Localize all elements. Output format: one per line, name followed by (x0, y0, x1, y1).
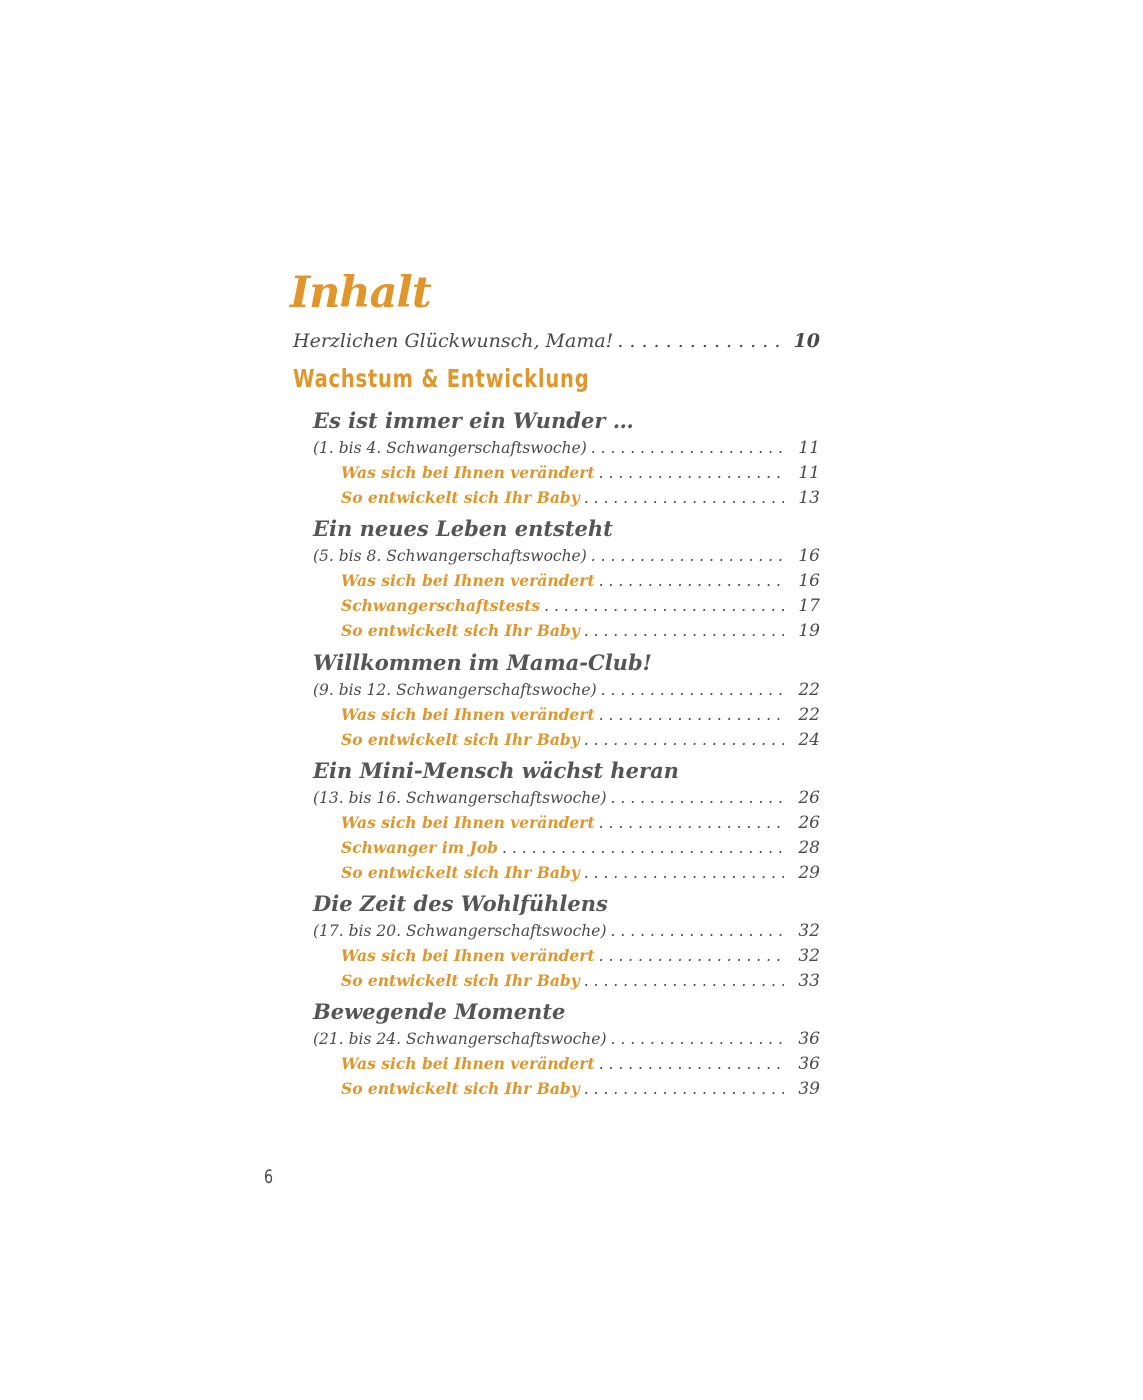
dot-leader (599, 572, 784, 590)
dot-leader (584, 489, 784, 507)
toc-entry-page: 19 (798, 621, 820, 641)
toc-subentry[interactable] (341, 946, 820, 966)
page-number: 6 (264, 1166, 274, 1188)
toc-entry-label: Herzlichen Glückwunsch, Mama! (293, 330, 614, 352)
toc-entry-label: (9. bis 12. Schwangerschaftswoche) (313, 681, 597, 699)
toc-entry-page: 11 (798, 463, 820, 483)
toc-entry-label: Was sich bei Ihnen verändert (341, 1054, 595, 1073)
toc-entry-page: 33 (798, 971, 820, 991)
toc-subentry[interactable] (341, 1054, 820, 1074)
toc-subentry[interactable] (341, 463, 820, 483)
toc-entry-page: 26 (798, 813, 820, 833)
dot-leader (611, 789, 784, 807)
toc-subentry[interactable] (341, 838, 820, 858)
toc-entry-label: So entwickelt sich Ihr Baby (341, 1079, 580, 1098)
chapter-title[interactable]: Bewegende Momente (313, 999, 566, 1024)
dot-leader (611, 1030, 784, 1048)
dot-leader (617, 330, 784, 352)
toc-subentry[interactable] (341, 730, 820, 750)
toc-subentry[interactable] (341, 1079, 820, 1099)
toc-entry-page: 26 (798, 788, 820, 808)
toc-chapter-weeks[interactable] (313, 438, 820, 458)
toc-entry-page: 36 (798, 1054, 820, 1074)
toc-entry-label: (5. bis 8. Schwangerschaftswoche) (313, 547, 587, 565)
toc-chapter-weeks[interactable] (313, 1029, 820, 1049)
dot-leader (601, 681, 784, 699)
toc-entry-label: So entwickelt sich Ihr Baby (341, 621, 580, 640)
dot-leader (584, 972, 784, 990)
toc-entry-label: Was sich bei Ihnen verändert (341, 571, 595, 590)
toc-entry-page: 29 (798, 863, 820, 883)
toc-entry-page: 22 (798, 680, 820, 700)
toc-chapter-weeks[interactable] (313, 546, 820, 566)
dot-leader (584, 864, 784, 882)
toc-entry-label: (1. bis 4. Schwangerschaftswoche) (313, 439, 587, 457)
section-title: Wachstum & Entwicklung (293, 364, 590, 393)
dot-leader (544, 597, 784, 615)
toc-entry-label: Schwangerschaftstests (341, 596, 541, 615)
toc-subentry[interactable] (341, 621, 820, 641)
dot-leader (584, 731, 784, 749)
toc-entry-page: 32 (798, 921, 820, 941)
chapter-title[interactable]: Die Zeit des Wohlfühlens (313, 891, 608, 916)
toc-entry-label: (21. bis 24. Schwangerschaftswoche) (313, 1030, 607, 1048)
toc-entry-label: Schwanger im Job (341, 838, 499, 857)
toc-entry-label: So entwickelt sich Ihr Baby (341, 730, 580, 749)
dot-leader (591, 547, 784, 565)
toc-subentry[interactable] (341, 705, 820, 725)
dot-leader (584, 622, 784, 640)
toc-chapter-weeks[interactable] (313, 680, 820, 700)
page-title: Inhalt (290, 268, 431, 318)
toc-chapter-weeks[interactable] (313, 921, 820, 941)
toc-entry-label: Was sich bei Ihnen verändert (341, 705, 595, 724)
toc-entry-page: 17 (798, 596, 820, 616)
toc-subentry[interactable] (341, 571, 820, 591)
toc-entry-page: 22 (798, 705, 820, 725)
dot-leader (599, 1055, 784, 1073)
toc-entry-page: 39 (798, 1079, 820, 1099)
toc-entry-page: 10 (793, 330, 820, 352)
toc-entry-page: 36 (798, 1029, 820, 1049)
toc-subentry[interactable] (341, 488, 820, 508)
toc-entry-label: So entwickelt sich Ihr Baby (341, 488, 580, 507)
toc-entry-page: 28 (798, 838, 820, 858)
toc-entry-label: (17. bis 20. Schwangerschaftswoche) (313, 922, 607, 940)
toc-entry-label: Was sich bei Ihnen verändert (341, 813, 595, 832)
toc-entry-page: 24 (798, 730, 820, 750)
toc-subentry[interactable] (341, 596, 820, 616)
toc-subentry[interactable] (341, 863, 820, 883)
toc-entry-label: Was sich bei Ihnen verändert (341, 946, 595, 965)
toc-entry-page: 16 (798, 546, 820, 566)
dot-leader (611, 922, 784, 940)
chapter-title[interactable]: Es ist immer ein Wunder … (313, 408, 634, 433)
toc-entry-page: 11 (798, 438, 820, 458)
toc-entry-page: 32 (798, 946, 820, 966)
toc-subentry[interactable] (341, 813, 820, 833)
toc-entry-label: Was sich bei Ihnen verändert (341, 463, 595, 482)
dot-leader (502, 839, 784, 857)
dot-leader (599, 464, 784, 482)
chapter-title[interactable]: Ein Mini-Mensch wächst heran (313, 758, 679, 783)
toc-entry-label: So entwickelt sich Ihr Baby (341, 971, 580, 990)
dot-leader (599, 814, 784, 832)
dot-leader (599, 947, 784, 965)
toc-entry-page: 13 (798, 488, 820, 508)
toc-intro-entry[interactable] (293, 330, 820, 352)
toc-chapter-weeks[interactable] (313, 788, 820, 808)
chapter-title[interactable]: Willkommen im Mama-Club! (313, 650, 652, 675)
toc-entry-label: (13. bis 16. Schwangerschaftswoche) (313, 789, 607, 807)
chapter-title[interactable]: Ein neues Leben entsteht (313, 516, 613, 541)
toc-subentry[interactable] (341, 971, 820, 991)
dot-leader (584, 1080, 784, 1098)
toc-entry-label: So entwickelt sich Ihr Baby (341, 863, 580, 882)
dot-leader (591, 439, 784, 457)
dot-leader (599, 706, 784, 724)
toc-entry-page: 16 (798, 571, 820, 591)
